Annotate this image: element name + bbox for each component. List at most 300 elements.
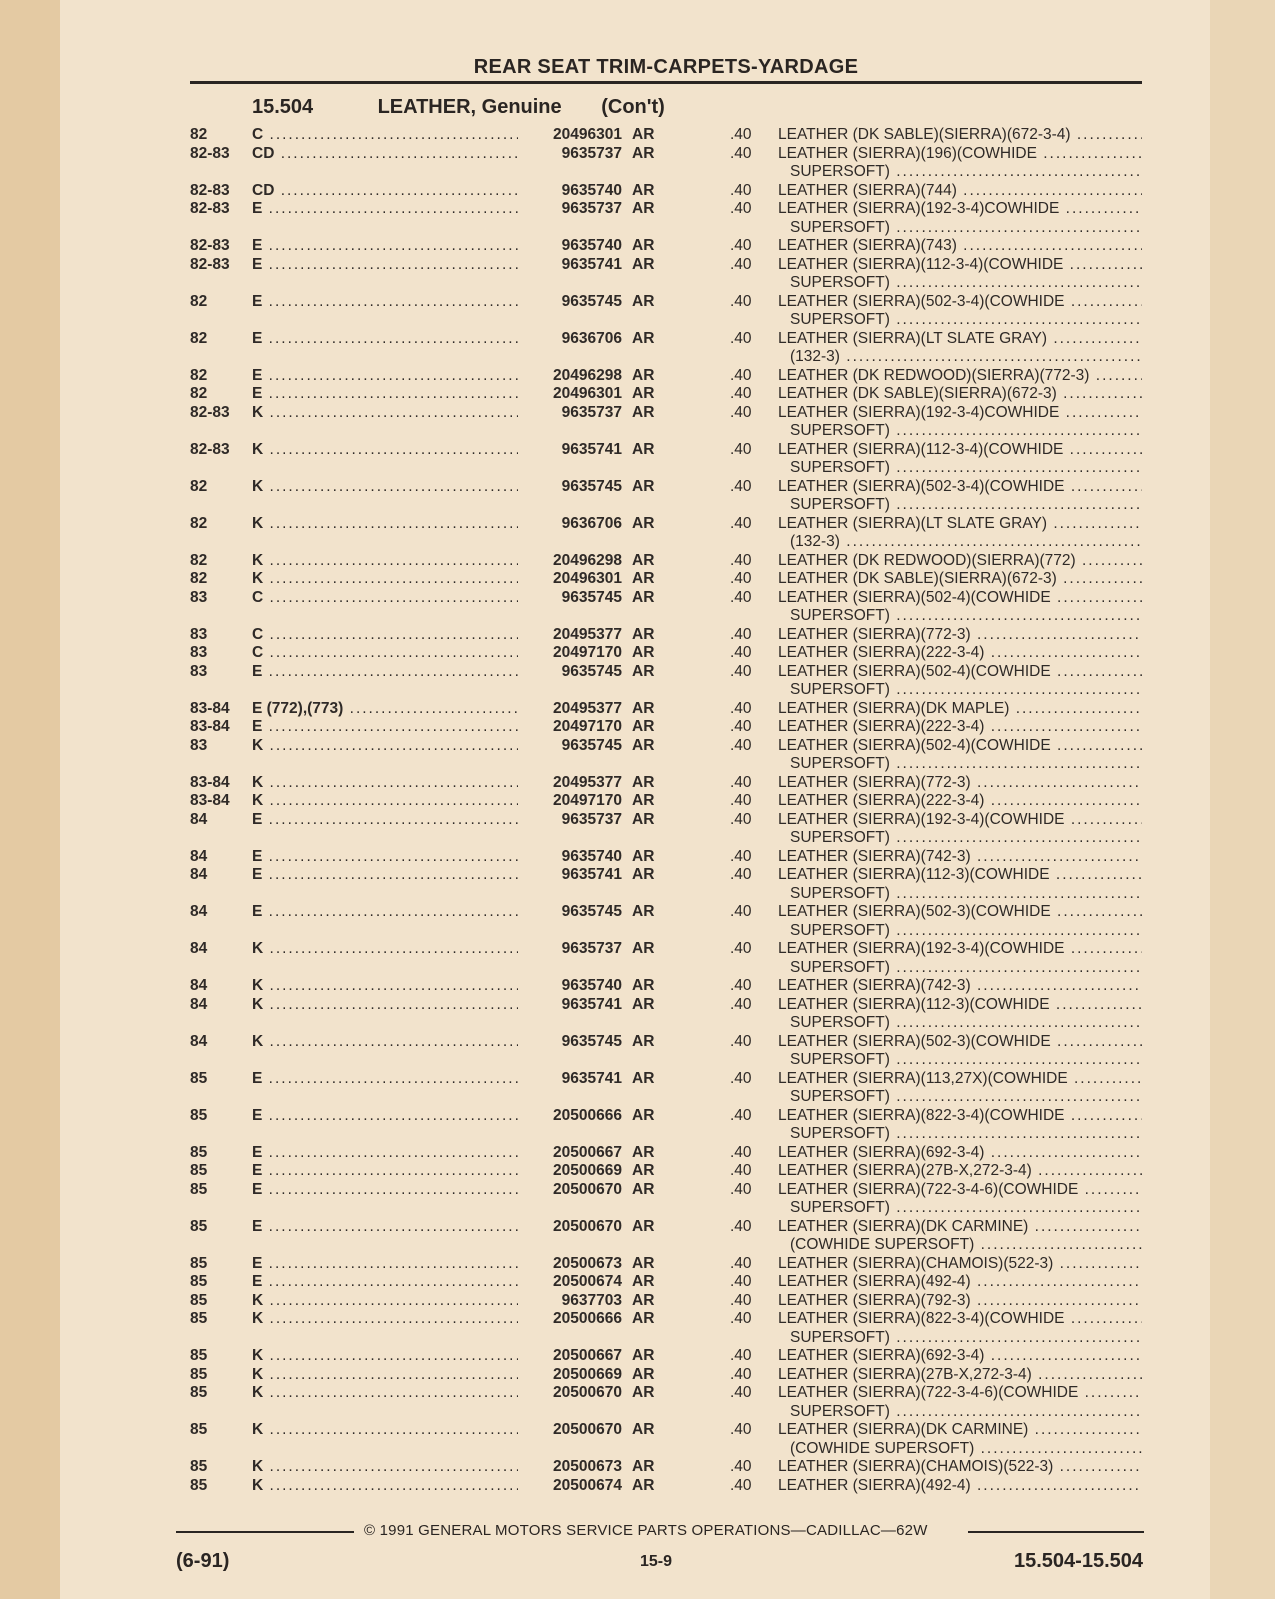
price: .40 bbox=[730, 292, 752, 310]
model-year: 84 bbox=[190, 866, 208, 883]
list-item-continuation bbox=[190, 1051, 1142, 1070]
model-code: E ..... bbox=[252, 1107, 518, 1126]
part-description: LEATHER (SIERRA)(744) ..... bbox=[778, 182, 1142, 201]
quantity: AR bbox=[632, 255, 655, 273]
part-number: 9635740 bbox=[561, 847, 622, 865]
part-number: 9635740 bbox=[561, 977, 622, 994]
model-year: 83 bbox=[190, 625, 208, 643]
quantity: AR bbox=[632, 292, 655, 310]
model-year: 85 bbox=[190, 1384, 208, 1401]
quantity: AR bbox=[632, 1162, 655, 1179]
part-description: SUPERSOFT) ..... bbox=[790, 422, 1142, 441]
part-number: 20495377 bbox=[553, 773, 622, 791]
part-number: 9635745 bbox=[561, 736, 622, 754]
part-description: LEATHER (DK SABLE)(SIERRA)(672-3-4) ..... bbox=[778, 126, 1142, 145]
model-code: K ..... bbox=[252, 996, 518, 1015]
part-description: LEATHER (SIERRA)(742-3) ..... bbox=[778, 848, 1142, 867]
list-item bbox=[190, 552, 1142, 571]
part-description: SUPERSOFT) ..... bbox=[790, 496, 1142, 515]
quantity: AR bbox=[632, 440, 655, 458]
model-year: 83 bbox=[190, 644, 208, 661]
list-item bbox=[190, 903, 1142, 922]
model-code: E ..... bbox=[252, 866, 518, 885]
footer-copyright: © 1991 GENERAL MOTORS SERVICE PARTS OPERATIONS—CADILLAC—62W bbox=[364, 1522, 928, 1539]
part-number: 20500670 bbox=[553, 1421, 622, 1438]
list-item bbox=[190, 145, 1142, 164]
quantity: AR bbox=[632, 995, 655, 1013]
quantity: AR bbox=[632, 1421, 655, 1438]
list-item bbox=[190, 1347, 1142, 1366]
part-description: LEATHER (SIERRA)(CHAMOIS)(522-3) ..... bbox=[778, 1255, 1142, 1274]
part-number: 20500670 bbox=[553, 1180, 622, 1198]
list-item-continuation bbox=[190, 1440, 1142, 1459]
quantity: AR bbox=[632, 588, 655, 606]
part-description: LEATHER (SIERRA)(222-3-4) ..... bbox=[778, 792, 1142, 811]
model-year: 82-83 bbox=[190, 144, 230, 162]
part-number: 20497170 bbox=[553, 644, 622, 661]
quantity: AR bbox=[632, 403, 655, 421]
model-code: E ..... bbox=[252, 663, 518, 682]
part-number: 20500673 bbox=[553, 1254, 622, 1272]
model-year: 85 bbox=[190, 1365, 208, 1383]
model-code: K ..... bbox=[252, 940, 518, 959]
model-year: 84 bbox=[190, 903, 208, 920]
model-year: 85 bbox=[190, 1180, 208, 1198]
list-item-continuation bbox=[190, 755, 1142, 774]
model-code: CD ..... bbox=[252, 145, 518, 164]
price: .40 bbox=[730, 1476, 752, 1494]
quantity: AR bbox=[632, 699, 655, 717]
quantity: AR bbox=[632, 200, 655, 217]
part-number: 9635741 bbox=[561, 255, 622, 273]
list-item-continuation bbox=[190, 533, 1142, 552]
list-item bbox=[190, 644, 1142, 663]
model-year: 84 bbox=[190, 995, 208, 1013]
footer-rule-left bbox=[176, 1531, 354, 1533]
price: .40 bbox=[730, 1143, 752, 1161]
price: .40 bbox=[730, 1106, 752, 1124]
model-year: 82-83 bbox=[190, 440, 230, 458]
price: .40 bbox=[730, 1365, 752, 1383]
model-year: 82-83 bbox=[190, 255, 230, 273]
part-number: 20500670 bbox=[553, 1217, 622, 1235]
section-heading bbox=[252, 96, 665, 119]
part-number: 20500670 bbox=[553, 1384, 622, 1401]
quantity: AR bbox=[632, 329, 655, 347]
model-code: E ..... bbox=[252, 200, 518, 219]
price: .40 bbox=[730, 1421, 752, 1438]
part-number: 9635745 bbox=[561, 662, 622, 680]
part-description: (COWHIDE SUPERSOFT) ..... bbox=[790, 1236, 1142, 1255]
part-number: 9635737 bbox=[561, 940, 622, 957]
part-description: LEATHER (SIERRA)(112-3)(COWHIDE ..... bbox=[778, 996, 1142, 1015]
quantity: AR bbox=[632, 144, 655, 162]
list-item bbox=[190, 126, 1142, 145]
list-item bbox=[190, 626, 1142, 645]
list-item bbox=[190, 1218, 1142, 1237]
part-description: LEATHER (SIERRA)(DK CARMINE) ..... bbox=[778, 1218, 1142, 1237]
model-year: 84 bbox=[190, 940, 208, 957]
quantity: AR bbox=[632, 1347, 655, 1364]
header-rule bbox=[190, 81, 1142, 84]
price: .40 bbox=[730, 181, 752, 199]
model-year: 82-83 bbox=[190, 237, 230, 254]
price: .40 bbox=[730, 1069, 752, 1087]
part-description: LEATHER (SIERRA)(DK MAPLE) ..... bbox=[778, 700, 1142, 719]
part-number: 20497170 bbox=[553, 718, 622, 735]
part-description: LEATHER (DK REDWOOD)(SIERRA)(772) ..... bbox=[778, 552, 1142, 571]
list-item bbox=[190, 1273, 1142, 1292]
list-item bbox=[190, 700, 1142, 719]
model-year: 82 bbox=[190, 385, 208, 402]
model-year: 85 bbox=[190, 1291, 208, 1309]
model-year: 85 bbox=[190, 1162, 208, 1179]
price: .40 bbox=[730, 662, 752, 680]
model-year: 82-83 bbox=[190, 403, 230, 421]
part-number: 20500667 bbox=[553, 1347, 622, 1364]
quantity: AR bbox=[632, 866, 655, 883]
model-year: 84 bbox=[190, 1032, 208, 1050]
quantity: AR bbox=[632, 718, 655, 735]
part-number: 20500674 bbox=[553, 1476, 622, 1494]
list-item bbox=[190, 1477, 1142, 1496]
quantity: AR bbox=[632, 181, 655, 199]
price: .40 bbox=[730, 699, 752, 717]
list-item bbox=[190, 293, 1142, 312]
list-item bbox=[190, 330, 1142, 349]
price: .40 bbox=[730, 403, 752, 421]
part-number: 20496301 bbox=[553, 126, 622, 143]
part-description: LEATHER (SIERRA)(192-3-4)COWHIDE ..... bbox=[778, 404, 1142, 423]
quantity: AR bbox=[632, 126, 655, 143]
part-number: 9635745 bbox=[561, 588, 622, 606]
model-year: 84 bbox=[190, 977, 208, 994]
part-description: LEATHER (SIERRA)(112-3-4)(COWHIDE ..... bbox=[778, 441, 1142, 460]
list-item-continuation bbox=[190, 1014, 1142, 1033]
part-description: SUPERSOFT) ..... bbox=[790, 829, 1142, 848]
part-number: 20496298 bbox=[553, 551, 622, 569]
price: .40 bbox=[730, 1217, 752, 1235]
model-code: K ..... bbox=[252, 1033, 518, 1052]
model-year: 85 bbox=[190, 1476, 208, 1494]
model-year: 83-84 bbox=[190, 718, 230, 735]
price: .40 bbox=[730, 995, 752, 1013]
price: .40 bbox=[730, 1384, 752, 1401]
part-number: 20496301 bbox=[553, 385, 622, 402]
model-code: K ..... bbox=[252, 1477, 518, 1496]
model-code: K ..... bbox=[252, 478, 518, 497]
part-number: 20497170 bbox=[553, 792, 622, 809]
price: .40 bbox=[730, 126, 752, 143]
model-code: E ..... bbox=[252, 256, 518, 275]
part-number: 20500669 bbox=[553, 1365, 622, 1383]
part-description: LEATHER (SIERRA)(502-3)(COWHIDE ..... bbox=[778, 903, 1142, 922]
part-description: LEATHER (SIERRA)(492-4) ..... bbox=[778, 1273, 1142, 1292]
price: .40 bbox=[730, 570, 752, 587]
price: .40 bbox=[730, 718, 752, 735]
footer-page-number: 15-9 bbox=[640, 1553, 673, 1570]
price: .40 bbox=[730, 1291, 752, 1309]
model-code: K ..... bbox=[252, 977, 518, 996]
model-year: 84 bbox=[190, 847, 208, 865]
part-number: 9636706 bbox=[561, 329, 622, 347]
quantity: AR bbox=[632, 810, 655, 828]
part-number: 20500667 bbox=[553, 1143, 622, 1161]
part-description: SUPERSOFT) ..... bbox=[790, 922, 1142, 941]
model-code: E ..... bbox=[252, 1070, 518, 1089]
list-item-continuation bbox=[190, 607, 1142, 626]
list-item-continuation bbox=[190, 496, 1142, 515]
price: .40 bbox=[730, 440, 752, 458]
model-code: E ..... bbox=[252, 1255, 518, 1274]
price: .40 bbox=[730, 237, 752, 254]
model-year: 85 bbox=[190, 1347, 208, 1364]
list-item-continuation bbox=[190, 274, 1142, 293]
list-item bbox=[190, 200, 1142, 219]
quantity: AR bbox=[632, 366, 655, 384]
part-description: (132-3) ..... bbox=[790, 533, 1142, 552]
part-number: 20496301 bbox=[553, 570, 622, 587]
quantity: AR bbox=[632, 940, 655, 957]
list-item bbox=[190, 237, 1142, 256]
quantity: AR bbox=[632, 1106, 655, 1124]
model-code: E ..... bbox=[252, 811, 518, 830]
price: .40 bbox=[730, 1254, 752, 1272]
quantity: AR bbox=[632, 1458, 655, 1475]
list-item bbox=[190, 996, 1142, 1015]
list-item-continuation bbox=[190, 1403, 1142, 1422]
price: .40 bbox=[730, 736, 752, 754]
list-item-continuation bbox=[190, 1088, 1142, 1107]
model-code: C ..... bbox=[252, 126, 518, 145]
part-number: 9635741 bbox=[561, 1069, 622, 1087]
part-description: SUPERSOFT) ..... bbox=[790, 755, 1142, 774]
model-code: K ..... bbox=[252, 774, 518, 793]
list-item-continuation bbox=[190, 885, 1142, 904]
part-description: LEATHER (SIERRA)(772-3) ..... bbox=[778, 774, 1142, 793]
part-description: SUPERSOFT) ..... bbox=[790, 274, 1142, 293]
quantity: AR bbox=[632, 773, 655, 791]
part-number: 20500674 bbox=[553, 1273, 622, 1290]
list-item bbox=[190, 182, 1142, 201]
list-item bbox=[190, 1255, 1142, 1274]
model-code: K ..... bbox=[252, 515, 518, 534]
quantity: AR bbox=[632, 1384, 655, 1401]
model-year: 83-84 bbox=[190, 792, 230, 809]
model-code: K ..... bbox=[252, 441, 518, 460]
part-description: LEATHER (SIERRA)(27B-X,272-3-4) ..... bbox=[778, 1366, 1142, 1385]
model-year: 82 bbox=[190, 366, 208, 384]
quantity: AR bbox=[632, 385, 655, 402]
model-year: 83 bbox=[190, 736, 208, 754]
price: .40 bbox=[730, 1273, 752, 1290]
price: .40 bbox=[730, 940, 752, 957]
price: .40 bbox=[730, 1162, 752, 1179]
model-code: C ..... bbox=[252, 626, 518, 645]
model-year: 82 bbox=[190, 292, 208, 310]
price: .40 bbox=[730, 977, 752, 994]
quantity: AR bbox=[632, 1476, 655, 1494]
part-description: SUPERSOFT) ..... bbox=[790, 681, 1142, 700]
list-item-continuation bbox=[190, 959, 1142, 978]
part-description: LEATHER (SIERRA)(722-3-4-6)(COWHIDE ..... bbox=[778, 1384, 1142, 1403]
model-year: 85 bbox=[190, 1421, 208, 1438]
quantity: AR bbox=[632, 1365, 655, 1383]
part-number: 9635737 bbox=[561, 144, 622, 162]
part-description: LEATHER (SIERRA)(113,27X)(COWHIDE ..... bbox=[778, 1070, 1142, 1089]
list-item-continuation bbox=[190, 681, 1142, 700]
price: .40 bbox=[730, 1032, 752, 1050]
footer-section-range: 15.504-15.504 bbox=[1013, 1550, 1143, 1572]
quantity: AR bbox=[632, 1143, 655, 1161]
section-number: 15.504 bbox=[252, 96, 314, 118]
part-description: LEATHER (SIERRA)(692-3-4) ..... bbox=[778, 1144, 1142, 1163]
list-item bbox=[190, 1384, 1142, 1403]
footer-rule-right bbox=[968, 1531, 1144, 1533]
part-description: LEATHER (SIERRA)(112-3)(COWHIDE ..... bbox=[778, 866, 1142, 885]
model-code: E ..... bbox=[252, 237, 518, 256]
model-year: 82 bbox=[190, 570, 208, 587]
model-year: 85 bbox=[190, 1106, 208, 1124]
model-code: K ..... bbox=[252, 1458, 518, 1477]
model-code: E ..... bbox=[252, 1144, 518, 1163]
part-number: 9635745 bbox=[561, 292, 622, 310]
part-description: LEATHER (DK SABLE)(SIERRA)(672-3) ..... bbox=[778, 570, 1142, 589]
part-description: LEATHER (SIERRA)(LT SLATE GRAY) ..... bbox=[778, 330, 1142, 349]
quantity: AR bbox=[632, 1217, 655, 1235]
price: .40 bbox=[730, 144, 752, 162]
model-year: 85 bbox=[190, 1310, 208, 1327]
list-item bbox=[190, 367, 1142, 386]
model-year: 82 bbox=[190, 514, 208, 532]
model-code: K ..... bbox=[252, 737, 518, 756]
model-year: 85 bbox=[190, 1273, 208, 1290]
price: .40 bbox=[730, 1180, 752, 1198]
list-item bbox=[190, 515, 1142, 534]
part-description: LEATHER (SIERRA)(192-3-4)(COWHIDE ..... bbox=[778, 940, 1142, 959]
part-description: SUPERSOFT) ..... bbox=[790, 1051, 1142, 1070]
model-code: C ..... bbox=[252, 589, 518, 608]
part-description: LEATHER (SIERRA)(742-3) ..... bbox=[778, 977, 1142, 996]
model-code: E ..... bbox=[252, 903, 518, 922]
price: .40 bbox=[730, 810, 752, 828]
quantity: AR bbox=[632, 1180, 655, 1198]
part-number: 20496298 bbox=[553, 366, 622, 384]
list-item-continuation bbox=[190, 163, 1142, 182]
model-year: 83 bbox=[190, 662, 208, 680]
price: .40 bbox=[730, 1347, 752, 1364]
page-title: REAR SEAT TRIM-CARPETS-YARDAGE bbox=[473, 56, 859, 78]
model-year: 85 bbox=[190, 1143, 208, 1161]
part-description: LEATHER (SIERRA)(502-4)(COWHIDE ..... bbox=[778, 737, 1142, 756]
model-year: 82 bbox=[190, 551, 208, 569]
list-item-continuation bbox=[190, 922, 1142, 941]
model-year: 83-84 bbox=[190, 699, 230, 717]
model-code: E ..... bbox=[252, 1181, 518, 1200]
part-number: 9635741 bbox=[561, 995, 622, 1013]
parts-list bbox=[190, 126, 1142, 1495]
part-number: 9636706 bbox=[561, 514, 622, 532]
quantity: AR bbox=[632, 662, 655, 680]
price: .40 bbox=[730, 255, 752, 273]
section-continued: (Con't) bbox=[601, 96, 665, 118]
part-description: LEATHER (SIERRA)(DK CARMINE) ..... bbox=[778, 1421, 1142, 1440]
part-description: LEATHER (SIERRA)(502-4)(COWHIDE ..... bbox=[778, 663, 1142, 682]
model-code: E ..... bbox=[252, 718, 518, 737]
part-number: 9635740 bbox=[561, 181, 622, 199]
price: .40 bbox=[730, 773, 752, 791]
price: .40 bbox=[730, 588, 752, 606]
page-edge-left bbox=[0, 0, 60, 1599]
quantity: AR bbox=[632, 477, 655, 495]
part-description: LEATHER (SIERRA)(112-3-4)(COWHIDE ..... bbox=[778, 256, 1142, 275]
part-description: LEATHER (SIERRA)(222-3-4) ..... bbox=[778, 644, 1142, 663]
list-item bbox=[190, 256, 1142, 275]
part-description: LEATHER (SIERRA)(192-3-4)(COWHIDE ..... bbox=[778, 811, 1142, 830]
model-code: E ..... bbox=[252, 848, 518, 867]
price: .40 bbox=[730, 366, 752, 384]
model-year: 82 bbox=[190, 329, 208, 347]
part-number: 20495377 bbox=[553, 699, 622, 717]
price: .40 bbox=[730, 477, 752, 495]
price: .40 bbox=[730, 625, 752, 643]
model-code: K ..... bbox=[252, 1292, 518, 1311]
list-item bbox=[190, 792, 1142, 811]
quantity: AR bbox=[632, 847, 655, 865]
part-description: LEATHER (SIERRA)(CHAMOIS)(522-3) ..... bbox=[778, 1458, 1142, 1477]
list-item bbox=[190, 589, 1142, 608]
quantity: AR bbox=[632, 1291, 655, 1309]
model-code: K ..... bbox=[252, 1421, 518, 1440]
list-item bbox=[190, 1458, 1142, 1477]
part-number: 9635741 bbox=[561, 440, 622, 458]
model-year: 83-84 bbox=[190, 773, 230, 791]
part-description: SUPERSOFT) ..... bbox=[790, 1403, 1142, 1422]
list-item bbox=[190, 737, 1142, 756]
part-number: 20500669 bbox=[553, 1162, 622, 1179]
part-number: 9635741 bbox=[561, 866, 622, 883]
part-description: SUPERSOFT) ..... bbox=[790, 163, 1142, 182]
part-number: 9635745 bbox=[561, 477, 622, 495]
quantity: AR bbox=[632, 903, 655, 920]
part-description: SUPERSOFT) ..... bbox=[790, 1329, 1142, 1348]
part-number: 9635745 bbox=[561, 1032, 622, 1050]
part-description: LEATHER (SIERRA)(222-3-4) ..... bbox=[778, 718, 1142, 737]
price: .40 bbox=[730, 329, 752, 347]
quantity: AR bbox=[632, 625, 655, 643]
part-description: LEATHER (SIERRA)(692-3-4) ..... bbox=[778, 1347, 1142, 1366]
quantity: AR bbox=[632, 1069, 655, 1087]
part-description: LEATHER (SIERRA)(722-3-4-6)(COWHIDE ..... bbox=[778, 1181, 1142, 1200]
part-description: LEATHER (DK SABLE)(SIERRA)(672-3) ..... bbox=[778, 385, 1142, 404]
list-item bbox=[190, 404, 1142, 423]
model-year: 85 bbox=[190, 1069, 208, 1087]
list-item bbox=[190, 718, 1142, 737]
quantity: AR bbox=[632, 792, 655, 809]
part-description: LEATHER (SIERRA)(502-3)(COWHIDE ..... bbox=[778, 1033, 1142, 1052]
list-item-continuation bbox=[190, 422, 1142, 441]
price: .40 bbox=[730, 385, 752, 402]
section-title: LEATHER, Genuine bbox=[377, 96, 562, 118]
part-description: LEATHER (DK REDWOOD)(SIERRA)(772-3) ..... bbox=[778, 367, 1142, 386]
part-description: (COWHIDE SUPERSOFT) ..... bbox=[790, 1440, 1142, 1459]
part-description: SUPERSOFT) ..... bbox=[790, 459, 1142, 478]
part-description: SUPERSOFT) ..... bbox=[790, 885, 1142, 904]
part-description: (132-3) ..... bbox=[790, 348, 1142, 367]
model-code: E ..... bbox=[252, 1162, 518, 1181]
model-code: E ..... bbox=[252, 367, 518, 386]
list-item bbox=[190, 1421, 1142, 1440]
